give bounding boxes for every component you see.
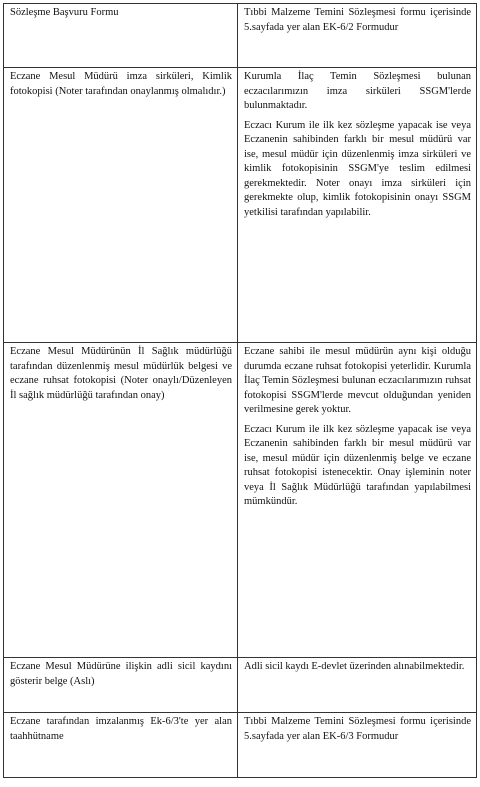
requirements-table [3,3,477,778]
table-row [4,658,477,713]
document-name-cell: Eczane tarafından imzalanmış Ek-6/3'te yer alan taahhütname [4,713,238,778]
explanation-cell [238,658,477,713]
explanation-paragraph: Eczacı Kurum ile ilk kez sözleşme yapacak ise veya Eczanenin sahibinden farklı bir mesul müdürü var ise, mesul müdür için düzenlenmiş belge ve eczane ruhsat fotokopisi istenecektir. Onay işleminin noter veya İl Sağlık Müdürlüğü tarafından yapılabilmesi mümkündür. [244,423,471,507]
table-row [4,713,477,778]
document-name-cell: Eczane Mesul Müdürü imza sirküleri, Kimlik fotokopisi (Noter tarafından onaylanmış olmalıdır.) [4,68,238,343]
table-row [4,68,477,343]
explanation-cell [238,713,477,778]
explanation-paragraph: Adli sicil kaydı E-devlet üzerinden alınabilmektedir. [244,661,465,672]
explanation-cell [238,4,477,68]
document-name-cell: Eczane Mesul Müdürüne ilişkin adli sicil kaydını gösterir belge (Aslı) [4,658,238,713]
explanation-paragraph: Kurumla İlaç Temin Sözleşmesi bulunan eczacılarımızın imza sirküleri SSGM'lerde bulunmaktadır. [244,71,471,111]
document-name-cell: Sözleşme Başvuru Formu [4,4,238,68]
explanation-paragraph: Eczane sahibi ile mesul müdürün aynı kişi olduğu durumda eczane ruhsat fotokopisi yeterlidir. Kurumla İlaç Temin Sözleşmesi bulunan eczacılarımızın ruhsat fotokopisi SSGM'lerde mevcut olduğundan yeniden verilmesine gerek yoktur. [244,346,471,415]
document-name-cell: Eczane Mesul Müdürünün İl Sağlık müdürlüğü tarafından düzenlenmiş mesul müdürlük belgesi ve eczane ruhsat fotokopisi (Noter onaylı/Düzenleyen İl sağlık müdürlüğü tarafından onay) [4,343,238,658]
explanation-paragraph: Tıbbi Malzeme Temini Sözleşmesi formu içerisinde 5.sayfada yer alan EK-6/2 Formudur [244,7,471,33]
explanation-cell [238,343,477,658]
explanation-paragraph: Eczacı Kurum ile ilk kez sözleşme yapacak ise veya Eczanenin sahibinden farklı bir mesul müdürü var ise, mesul müdür için düzenlenmiş imza sirküleri ve kimlik fotokopisinin SSGM'ye teslim edilmesi gerekmektedir. Noter onayı imza sirküleri için gerekmekte olup, kimlik fotokopisinin onayı SSGM yetkilisi tarafından yapılabilir. [244,119,471,218]
explanation-cell [238,68,477,343]
explanation-paragraph: Tıbbi Malzeme Temini Sözleşmesi formu içerisinde 5.sayfada yer alan EK-6/3 Formudur [244,716,471,742]
table-row [4,343,477,658]
table-row [4,4,477,68]
